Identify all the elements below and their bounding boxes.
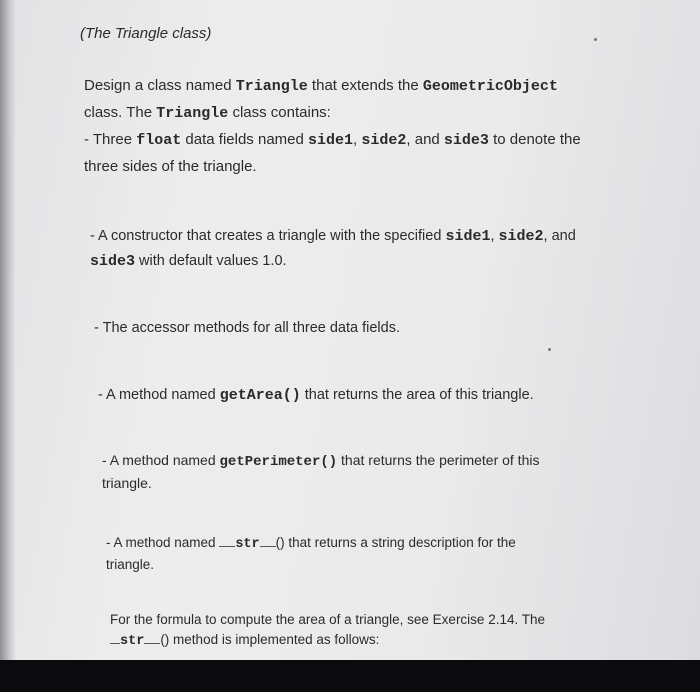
str-method-line-1: - A method named str () that returns a string description for the: [106, 535, 516, 552]
speck-mark: [594, 38, 597, 41]
formula-line-1: For the formula to compute the area of a triangle, see Exercise 2.14. The: [110, 612, 545, 627]
get-perimeter-line-2: triangle.: [102, 475, 152, 491]
intro-line-3: - Three float data fields named side1, side2, and side3 to denote the: [84, 131, 581, 149]
formula-line-2: str () method is implemented as follows:: [110, 630, 545, 652]
intro-line-2: class. The Triangle class contains:: [84, 104, 331, 122]
intro-paragraph: [84, 73, 581, 180]
str-method-line-2: triangle.: [106, 557, 155, 572]
get-perimeter-line-1: - A method named getPerimeter() that returns the perimeter of this: [102, 452, 540, 470]
screen-bottom-bar: [0, 660, 700, 692]
exercise-title: (The Triangle class): [80, 25, 212, 42]
page-edge-shadow: [0, 0, 16, 660]
str-method-item: [106, 533, 516, 575]
get-perimeter-item: [102, 450, 539, 494]
formula-note: [110, 610, 545, 652]
get-area-item: - A method named getArea() that returns the area of this triangle.: [98, 387, 534, 404]
constructor-line-2: side3 with default values 1.0.: [90, 253, 287, 270]
accessor-item: - The accessor methods for all three data fields.: [94, 320, 400, 336]
speck-mark: [548, 348, 551, 351]
constructor-line-1: - A constructor that creates a triangle with the specified side1, side2, and: [90, 228, 576, 245]
constructor-item: [90, 224, 576, 274]
intro-line-1: Design a class named Triangle that extends the GeometricObject: [84, 77, 558, 95]
intro-line-4: three sides of the triangle.: [84, 158, 257, 175]
